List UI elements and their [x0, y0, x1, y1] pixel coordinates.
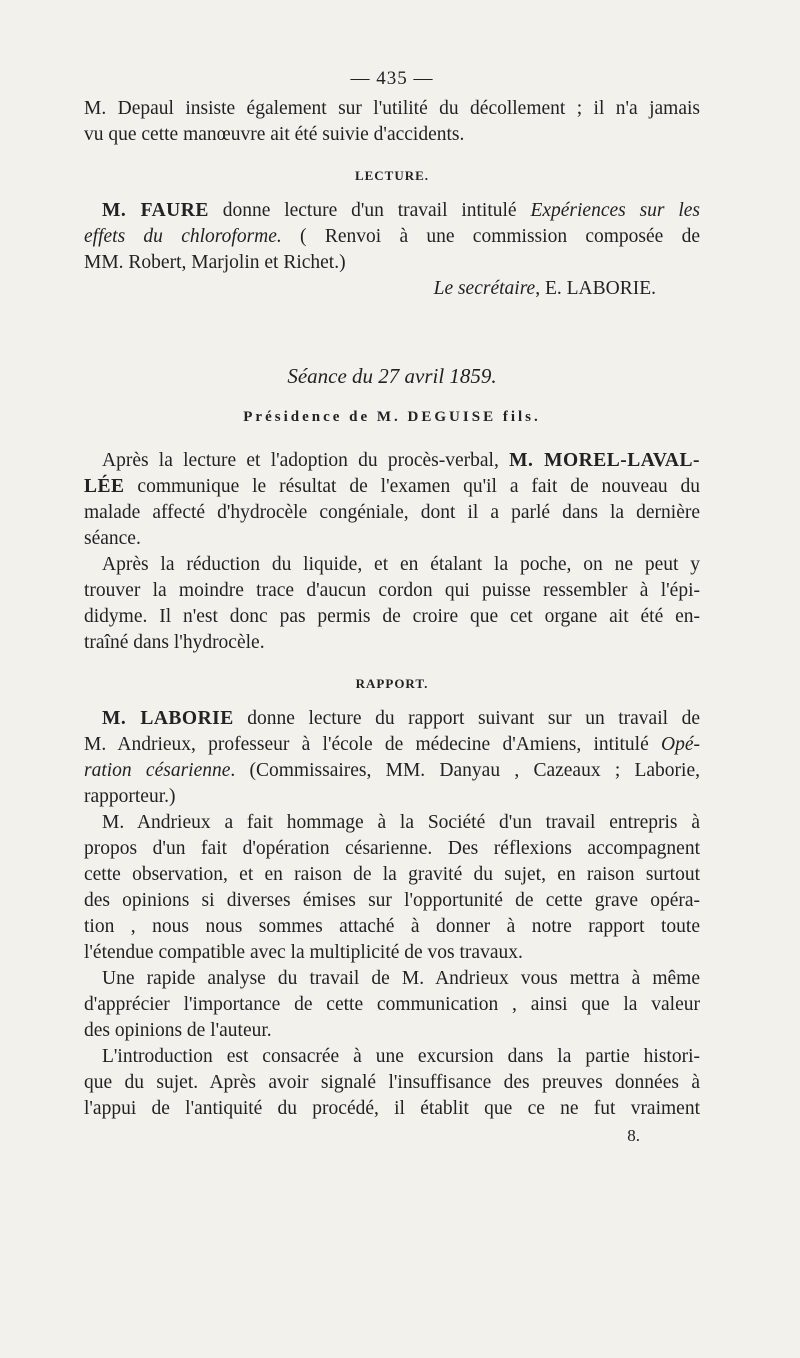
- text-line: L'introduction est consacrée à une excursion dans la partie histori-: [102, 1046, 700, 1067]
- text-span: ( Renvoi à une commission composée de: [281, 226, 701, 247]
- secretary-signature: [84, 276, 656, 302]
- text-line: que du sujet. Après avoir signalé l'insuffisance des preuves données à: [84, 1072, 700, 1093]
- signature-name: , E. LABORIE.: [535, 278, 656, 299]
- text-line: vu que cette manœuvre ait été suivie d'accidents.: [84, 124, 465, 145]
- text-line: M. Depaul insiste également sur l'utilité du décollement ; il n'a jamais: [84, 98, 700, 119]
- presidency-line: Présidence de M. DEGUISE fils.: [243, 409, 541, 425]
- text-line: des opinions de l'auteur.: [84, 1020, 272, 1041]
- author-name: M. FAURE: [102, 200, 209, 221]
- text-line: [84, 224, 700, 250]
- text-line: d'apprécier l'importance de cette communication , ainsi que la valeur: [84, 994, 700, 1015]
- work-title: Expériences sur les: [530, 200, 700, 221]
- text-line: des opinions si diverses émises sur l'opportunité de cette grave opéra-: [84, 890, 700, 911]
- paragraph-laborie: [84, 706, 700, 810]
- paragraph-introduction: [84, 1044, 700, 1122]
- session-title: Séance du 27 avril 1859.: [287, 364, 497, 388]
- paragraph-andrieux-hommage: [84, 810, 700, 966]
- text-line: [84, 448, 700, 474]
- text-span: M. Andrieux, professeur à l'école de médecine d'Amiens, intitulé: [84, 734, 662, 755]
- text-line: [84, 474, 700, 500]
- work-title: Opé-: [661, 734, 700, 755]
- text-line: [84, 198, 700, 224]
- text-line: l'appui de l'antiquité du procédé, il établit que ce ne fut vraiment: [84, 1098, 700, 1119]
- text-line: séance.: [84, 528, 141, 549]
- text-line: Une rapide analyse du travail de M. Andrieux vous mettra à même: [102, 968, 700, 989]
- text-line: didyme. Il n'est donc pas permis de croire que cet organe ait été en-: [84, 606, 700, 627]
- signature-role: Le secrétaire: [433, 278, 536, 299]
- work-title: effets du chloroforme.: [84, 226, 282, 247]
- text-span: . (Commissaires, MM. Danyau , Cazeaux ; Laborie,: [230, 760, 700, 781]
- text-line: [84, 732, 700, 758]
- text-line: traîné dans l'hydrocèle.: [84, 632, 265, 653]
- section-heading-lecture: LECTURE.: [354, 168, 430, 183]
- text-span: communique le résultat de l'examen qu'il a fait de nouveau du: [124, 476, 700, 497]
- paragraph-morel-lavallee: [84, 448, 700, 552]
- text-line: tion , nous nous sommes attaché à donner à notre rapport toute: [84, 916, 700, 937]
- text-line: trouver la moindre trace d'aucun cordon qui puisse ressembler à l'épi-: [84, 580, 700, 601]
- author-name: M. LABORIE: [102, 708, 234, 729]
- text-line: [84, 706, 700, 732]
- text-line: Après la réduction du liquide, et en étalant la poche, on ne peut y: [102, 554, 700, 575]
- signature-mark: 8.: [627, 1126, 640, 1145]
- text-line: cette observation, et en raison de la gravité du sujet, en raison surtout: [84, 864, 700, 885]
- paragraph-depaul: [84, 96, 700, 148]
- work-title: ration césarienne: [84, 760, 231, 781]
- text-span: donne lecture d'un travail intitulé: [208, 200, 531, 221]
- text-line: rapporteur.): [84, 786, 176, 807]
- book-page: [84, 58, 700, 1146]
- text-line: malade affecté d'hydrocèle congéniale, dont il a parlé dans la dernière: [84, 502, 700, 523]
- paragraph-reduction: [84, 552, 700, 656]
- text-line: MM. Robert, Marjolin et Richet.): [84, 252, 346, 273]
- section-heading-rapport: RAPPORT.: [355, 676, 429, 691]
- paragraph-analyse: [84, 966, 700, 1044]
- author-name: LÉE: [84, 476, 125, 497]
- text-line: propos d'un fait d'opération césarienne. Des réflexions accompagnent: [84, 838, 700, 859]
- text-span: donne lecture du rapport suivant sur un travail de: [233, 708, 700, 729]
- text-line: [84, 758, 700, 784]
- text-line: M. Andrieux a fait hommage à la Société d'un travail entrepris à: [102, 812, 700, 833]
- text-line: l'étendue compatible avec la multiplicité de vos travaux.: [84, 942, 523, 963]
- author-name: M. MOREL-LAVAL-: [509, 450, 700, 471]
- text-span: Après la lecture et l'adoption du procès-verbal,: [102, 450, 510, 471]
- paragraph-faure: [84, 198, 700, 302]
- page-number: — 435 —: [350, 68, 434, 89]
